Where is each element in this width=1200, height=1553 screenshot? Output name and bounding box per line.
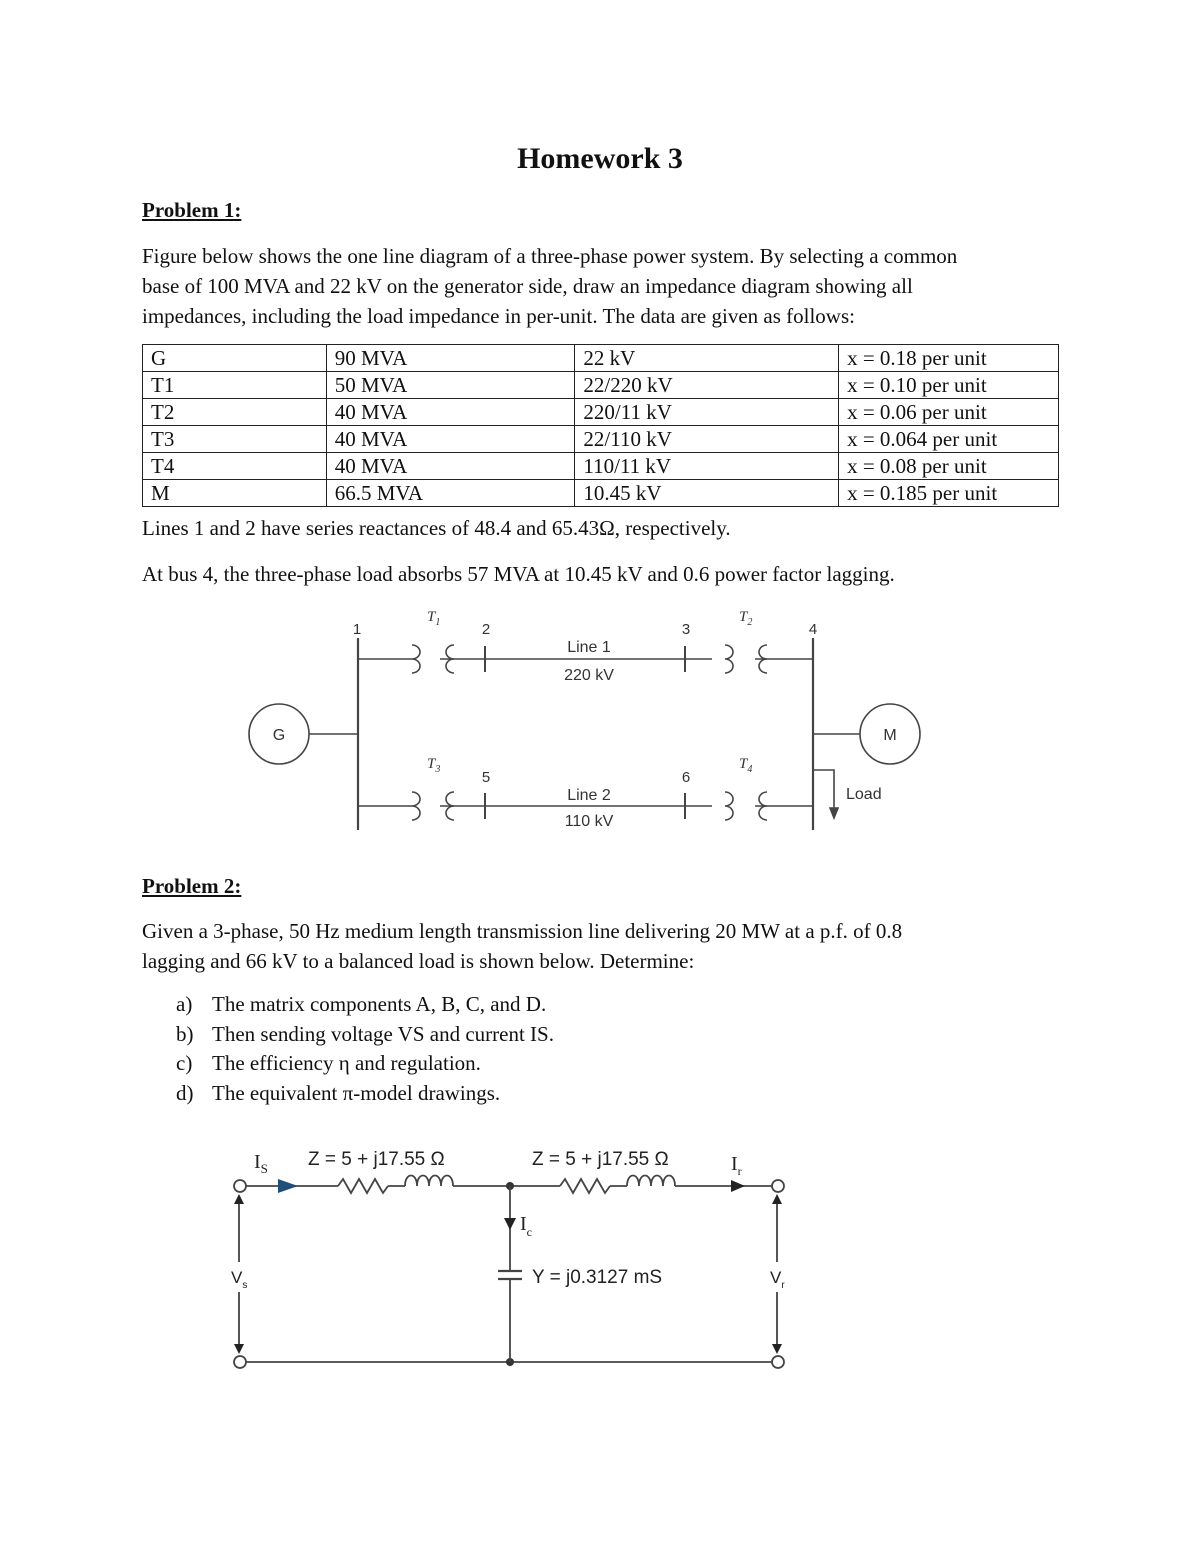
- bus-6-label: 6: [681, 769, 691, 786]
- load-note: At bus 4, the three-phase load absorbs 57 MVA at 10.45 kV and 0.6 power factor lagging.: [142, 562, 895, 586]
- document-title: Homework 3: [517, 142, 683, 175]
- resistor-2-symbol: [560, 1179, 610, 1193]
- list-item: b) Then sending voltage VS and current IS.: [176, 1021, 554, 1046]
- table-cell: x = 0.06 per unit: [839, 399, 1059, 426]
- receiving-bottom-terminal: [772, 1356, 784, 1368]
- table-cell: 40 MVA: [326, 426, 575, 453]
- table-cell: x = 0.18 per unit: [839, 345, 1059, 372]
- vr-arrow-down-icon: [772, 1344, 782, 1354]
- intro-line: Given a 3-phase, 50 Hz medium length transmission line delivering 20 MW at a p.f. of 0.8: [142, 919, 903, 943]
- t3-label: $T_3$: [427, 756, 441, 775]
- bus-3-label: 3: [681, 621, 691, 638]
- vr-label: $V_r$: [770, 1268, 785, 1291]
- table-cell: G: [143, 345, 327, 372]
- bus-1-label: 1: [352, 621, 362, 638]
- line-1-name: Line 1: [567, 639, 611, 656]
- impedance-2-label: Z = 5 + j17.55 Ω: [532, 1149, 669, 1170]
- table-cell: x = 0.185 per unit: [839, 480, 1059, 507]
- bus-4-label: 4: [808, 621, 818, 638]
- generator-label: G: [272, 727, 286, 744]
- vs-label: $V_s$: [231, 1268, 248, 1291]
- t2-label: $T_2$: [739, 609, 753, 628]
- resistor-1-symbol: [338, 1179, 388, 1193]
- table-cell: x = 0.08 per unit: [839, 453, 1059, 480]
- table-cell: T1: [143, 372, 327, 399]
- line-1-voltage: 220 kV: [564, 667, 614, 684]
- problem-1-heading: Problem 1:: [142, 198, 242, 222]
- table-cell: 110/11 kV: [575, 453, 839, 480]
- admittance-label: Y = j0.3127 mS: [532, 1267, 663, 1288]
- ir-label: $I_r$: [731, 1153, 742, 1178]
- sending-top-terminal: [234, 1180, 246, 1192]
- list-item: d) The equivalent π-model drawings.: [176, 1080, 501, 1105]
- impedance-1-label: Z = 5 + j17.55 Ω: [308, 1149, 445, 1170]
- t1-label: $T_1$: [427, 609, 441, 628]
- current-ic-arrow-icon: [504, 1218, 516, 1230]
- table-cell: 50 MVA: [326, 372, 575, 399]
- list-item: c) The efficiency η and regulation.: [176, 1051, 481, 1075]
- current-is-arrow-icon: [278, 1179, 298, 1193]
- inductor-2-symbol: [627, 1176, 675, 1187]
- table-cell: 40 MVA: [326, 399, 575, 426]
- table-cell: T2: [143, 399, 327, 426]
- intro-line: base of 100 MVA and 22 kV on the generator side, draw an impedance diagram showing all: [142, 274, 913, 298]
- intro-line: lagging and 66 kV to a balanced load is shown below. Determine:: [142, 949, 695, 973]
- current-ir-arrow-icon: [731, 1180, 745, 1192]
- vs-arrow-down-icon: [234, 1344, 244, 1354]
- intro-line: impedances, including the load impedance in per-unit. The data are given as follows:: [142, 304, 855, 328]
- inductor-1-symbol: [405, 1176, 453, 1187]
- table-cell: 22/110 kV: [575, 426, 839, 453]
- table-cell: 22/220 kV: [575, 372, 839, 399]
- table-cell: T3: [143, 426, 327, 453]
- vr-arrow-up-icon: [772, 1194, 782, 1204]
- table-cell: M: [143, 480, 327, 507]
- lines-reactance-note: Lines 1 and 2 have series reactances of 48.4 and 65.43Ω, respectively.: [142, 516, 731, 540]
- ic-label: $I_c$: [520, 1213, 532, 1239]
- table-cell: 66.5 MVA: [326, 480, 575, 507]
- intro-line: Figure below shows the one line diagram of a three-phase power system. By selecting a common: [142, 244, 958, 268]
- bus-5-label: 5: [481, 769, 491, 786]
- line-2-voltage: 110 kV: [564, 813, 614, 830]
- t4-label: $T_4$: [739, 756, 753, 775]
- motor-label: M: [883, 727, 897, 744]
- table-cell: 40 MVA: [326, 453, 575, 480]
- receiving-top-terminal: [772, 1180, 784, 1192]
- bus-2-label: 2: [481, 621, 491, 638]
- load-label: Load: [846, 786, 882, 803]
- sending-bottom-terminal: [234, 1356, 246, 1368]
- is-label: $I_S$: [254, 1151, 268, 1176]
- table-cell: 22 kV: [575, 345, 839, 372]
- table-cell: T4: [143, 453, 327, 480]
- problem-2-heading: Problem 2:: [142, 874, 242, 898]
- table-cell: x = 0.064 per unit: [839, 426, 1059, 453]
- table-cell: 90 MVA: [326, 345, 575, 372]
- vs-arrow-up-icon: [234, 1194, 244, 1204]
- table-cell: x = 0.10 per unit: [839, 372, 1059, 399]
- line-2-name: Line 2: [567, 787, 611, 804]
- table-cell: 220/11 kV: [575, 399, 839, 426]
- list-item: a) The matrix components A, B, C, and D.: [176, 992, 547, 1016]
- table-cell: 10.45 kV: [575, 480, 839, 507]
